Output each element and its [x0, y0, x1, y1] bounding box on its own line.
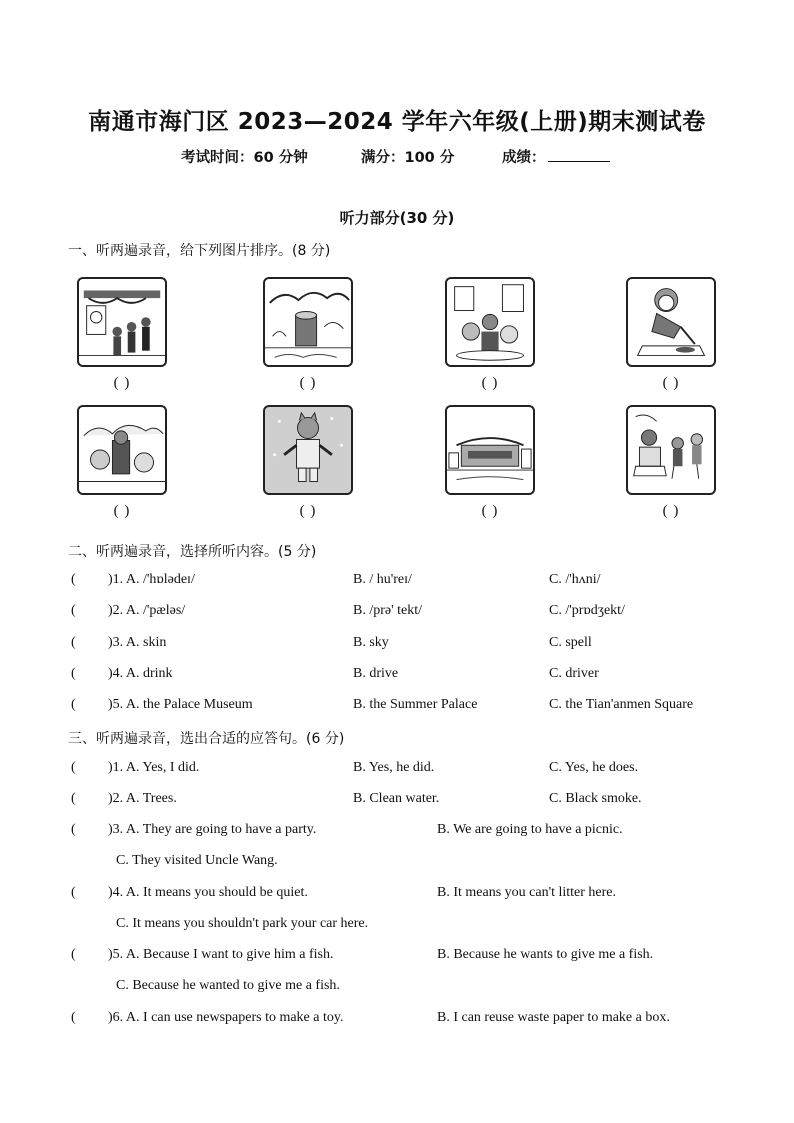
grade-field — [502, 146, 610, 167]
option-c: C. Black smoke. — [549, 791, 642, 806]
option-b: B. Because he wants to give me a fish. — [437, 947, 654, 962]
picture-1-festival-street — [77, 277, 167, 367]
option-b: B. Yes, he did. — [353, 760, 435, 775]
answer-bracket[interactable]: ( — [71, 822, 76, 837]
section3-heading: 三、听两遍录音，选出合适的应答句。(6 分) — [68, 731, 345, 747]
answer-bracket[interactable]: ( — [71, 603, 76, 618]
picture-5-snow-animals — [77, 405, 167, 495]
answer-blank-1[interactable]: ( ) — [113, 375, 131, 391]
grade-blank[interactable] — [548, 149, 610, 162]
option-b: B. drive — [353, 666, 399, 681]
answer-bracket[interactable]: ( — [71, 791, 76, 806]
listening-part-title: 听力部分(30 分) — [339, 209, 455, 227]
option-b: B. I can reuse waste paper to make a box. — [437, 1010, 670, 1025]
option-a: )1. A. Yes, I did. — [108, 760, 200, 775]
answer-bracket[interactable]: ( — [71, 572, 76, 587]
section2-heading: 二、听两遍录音，选择所听内容。(5 分) — [68, 544, 317, 560]
option-b: B. / hu'reɪ/ — [353, 572, 412, 587]
option-a: )5. A. the Palace Museum — [108, 697, 253, 712]
option-a: )3. A. They are going to have a party. — [108, 822, 317, 837]
option-c: C. spell — [549, 635, 592, 650]
picture-6-cat-snow — [263, 405, 353, 495]
option-b: B. It means you can't litter here. — [437, 885, 617, 900]
answer-blank-6[interactable]: ( ) — [299, 503, 317, 519]
option-a: )3. A. skin — [108, 635, 167, 650]
option-b: B. We are going to have a picnic. — [437, 822, 623, 837]
full-score: 满分：100 分 — [361, 150, 455, 166]
option-a: )1. A. /'hɒlədeɪ/ — [108, 572, 195, 587]
answer-blank-4[interactable]: ( ) — [662, 375, 680, 391]
answer-bracket[interactable]: ( — [71, 1010, 76, 1025]
option-a: )4. A. It means you should be quiet. — [108, 885, 308, 900]
option-b: B. sky — [353, 635, 389, 650]
answer-bracket[interactable]: ( — [71, 697, 76, 712]
exam-title: 南通市海门区 2023—2024 学年六年级(上册)期末测试卷 — [88, 109, 706, 135]
option-a: )2. A. Trees. — [108, 791, 177, 806]
picture-4-girl-cleaning — [626, 277, 716, 367]
option-a: )6. A. I can use newspapers to make a toy. — [108, 1010, 344, 1025]
option-a: )5. A. Because I want to give him a fish. — [108, 947, 334, 962]
answer-blank-3[interactable]: ( ) — [481, 375, 499, 391]
option-b: B. /prə' tekt/ — [353, 603, 423, 618]
answer-bracket[interactable]: ( — [71, 635, 76, 650]
answer-blank-2[interactable]: ( ) — [299, 375, 317, 391]
option-c: C. Because he wanted to give me a fish. — [116, 978, 340, 993]
option-c: C. /'hʌni/ — [549, 572, 601, 587]
answer-bracket[interactable]: ( — [71, 760, 76, 775]
section1-heading: 一、听两遍录音，给下列图片排序。(8 分) — [68, 243, 331, 259]
option-c: C. Yes, he does. — [549, 760, 639, 775]
option-c: C. the Tian'anmen Square — [549, 697, 694, 712]
option-c: C. /'prɒdʒekt/ — [549, 603, 625, 618]
answer-bracket[interactable]: ( — [71, 947, 76, 962]
answer-blank-7[interactable]: ( ) — [481, 503, 499, 519]
option-c: C. It means you shouldn't park your car here. — [116, 916, 369, 931]
option-c: C. driver — [549, 666, 599, 681]
picture-8-grandma-kids — [626, 405, 716, 495]
grade-label: 成绩： — [502, 150, 546, 166]
picture-2-tree-stump — [263, 277, 353, 367]
answer-blank-5[interactable]: ( ) — [113, 503, 131, 519]
option-a: )4. A. drink — [108, 666, 173, 681]
picture-3-animals-party — [445, 277, 535, 367]
option-b: B. the Summer Palace — [353, 697, 478, 712]
answer-blank-8[interactable]: ( ) — [662, 503, 680, 519]
answer-bracket[interactable]: ( — [71, 885, 76, 900]
option-c: C. They visited Uncle Wang. — [116, 853, 278, 868]
answer-bracket[interactable]: ( — [71, 666, 76, 681]
option-a: )2. A. /'pæləs/ — [108, 603, 186, 618]
exam-time: 考试时间：60 分钟 — [181, 150, 308, 166]
option-b: B. Clean water. — [353, 791, 440, 806]
picture-7-stadium-building — [445, 405, 535, 495]
